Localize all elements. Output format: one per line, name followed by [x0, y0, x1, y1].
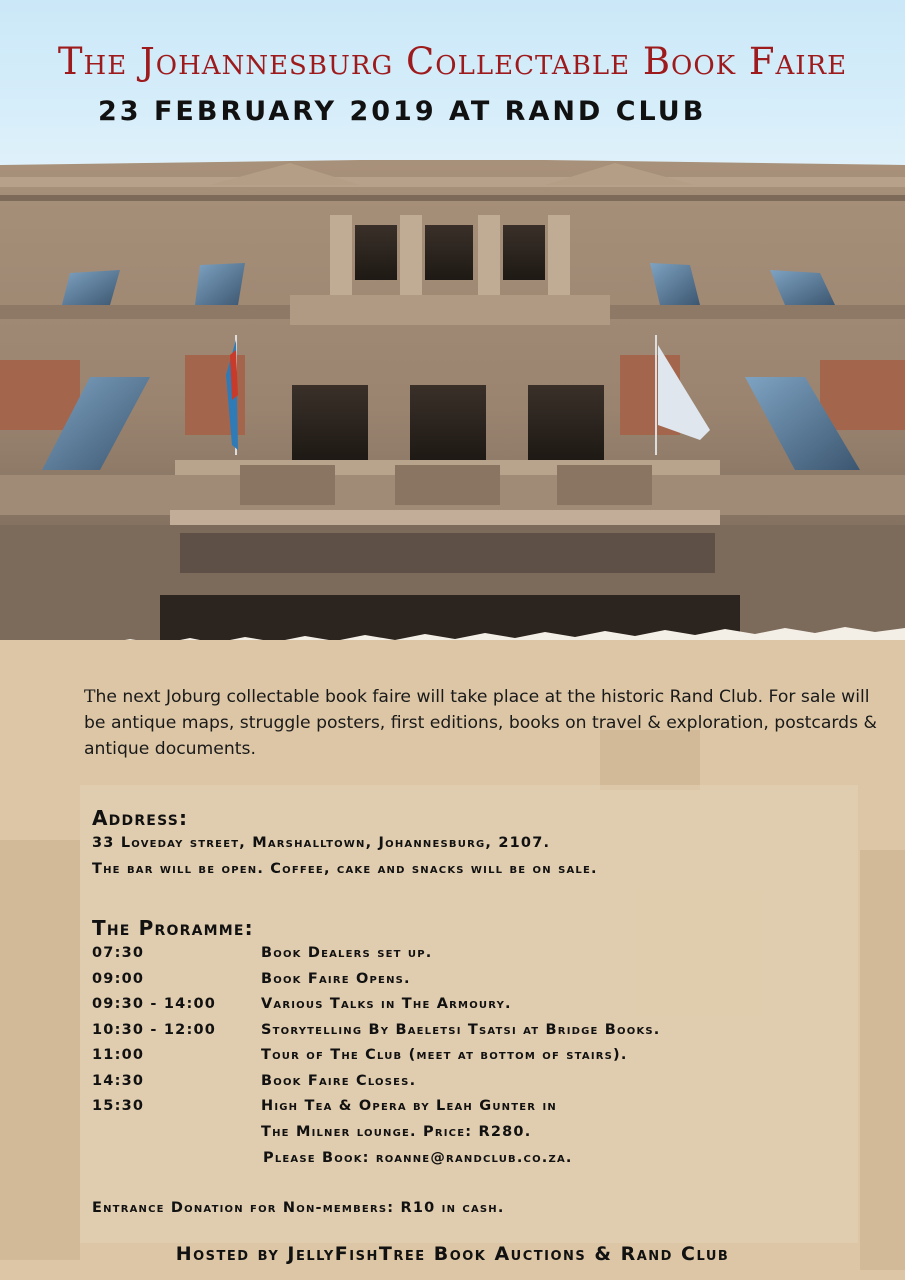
- programme-event: Book Dealers set up.: [261, 945, 433, 961]
- programme-time: 07:30: [92, 945, 145, 961]
- programme-time: 10:30 - 12:00: [92, 1022, 217, 1038]
- page-subtitle: 23 FEBRUARY 2019 AT RAND CLUB: [98, 96, 707, 127]
- booking-email: Please Book: roanne@randclub.co.za.: [263, 1150, 573, 1166]
- programme-heading: The Proramme:: [92, 916, 254, 940]
- info-panel: [80, 785, 858, 1243]
- programme-time: 15:30: [92, 1098, 145, 1114]
- programme-event: Storytelling By Baeletsi Tsatsi at Bridge Books.: [261, 1022, 661, 1038]
- footer-hosted-by: Hosted by JellyFishTree Book Auctions & Rand Club: [175, 1243, 730, 1265]
- intro-text: he next Joburg collectable book faire will take place at the historic Rand Club. For sale will be antique maps, struggle posters, first editions, books on travel & exploration, postcards & antique documents.: [84, 687, 877, 759]
- page-title: The Johannesburg Collectable Book Faire: [57, 40, 848, 83]
- intro-paragraph: [84, 684, 884, 762]
- rand-club-building-image: [0, 155, 905, 655]
- address-line: 33 Loveday street, Marshalltown, Johannesburg, 2107.: [92, 835, 551, 851]
- bar-note: The bar will be open. Coffee, cake and snacks will be on sale.: [92, 861, 598, 877]
- programme-time: 11:00: [92, 1047, 145, 1063]
- programme-event: Book Faire Closes.: [261, 1073, 417, 1089]
- faded-building-left: [0, 840, 80, 1260]
- programme-event: Book Faire Opens.: [261, 971, 411, 987]
- programme-event: Various Talks in The Armoury.: [261, 996, 512, 1012]
- programme-event: Tour of The Club (meet at bottom of stairs).: [261, 1047, 628, 1063]
- programme-time: 14:30: [92, 1073, 145, 1089]
- programme-event-continuation: The Milner lounge. Price: R280.: [261, 1124, 532, 1140]
- programme-time: 09:30 - 14:00: [92, 996, 217, 1012]
- programme-time: 09:00: [92, 971, 145, 987]
- faded-building-right: [860, 850, 905, 1270]
- address-heading: Address:: [92, 806, 189, 830]
- programme-event: High Tea & Opera by Leah Gunter in: [261, 1098, 557, 1114]
- intro-first-letter: T: [84, 687, 96, 707]
- entrance-donation: Entrance Donation for Non-members: R10 in cash.: [92, 1200, 505, 1216]
